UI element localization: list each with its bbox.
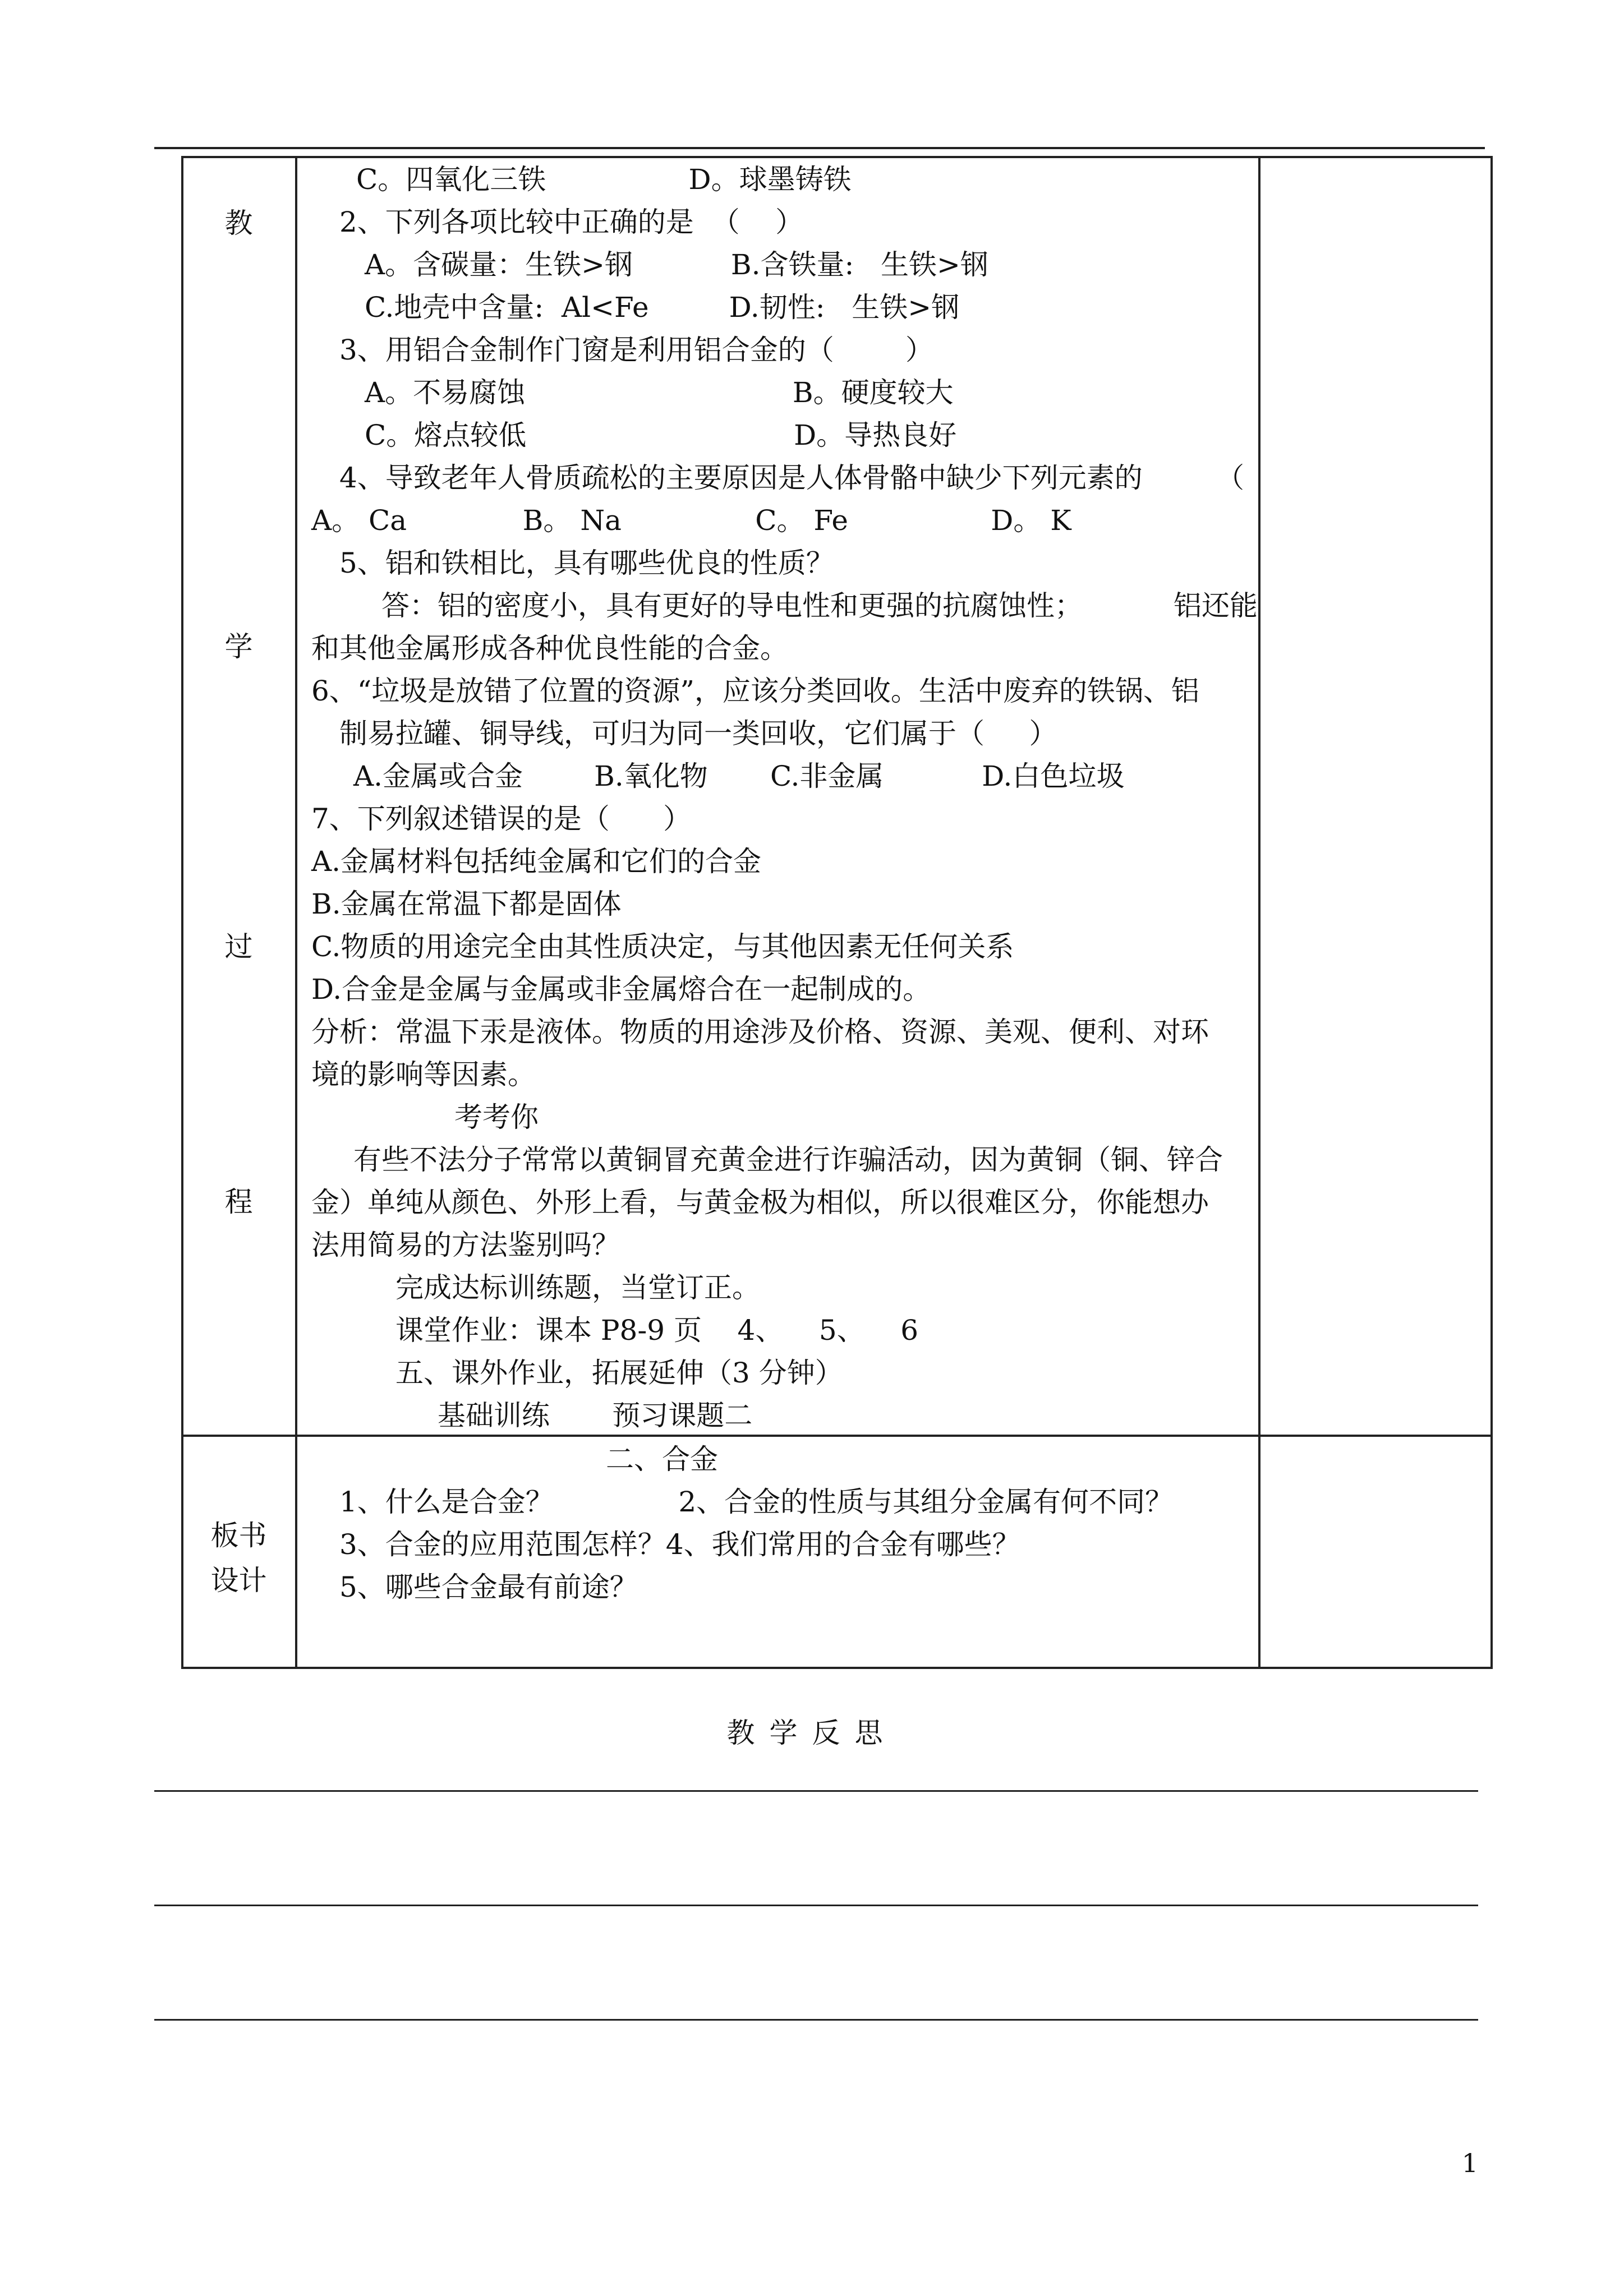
text-line: A。 Ca B。 Na C。 Fe D。 K xyxy=(311,504,1071,537)
text-line: 有些不法分子常常以黄铜冒充黄金进行诈骗活动，因为黄铜（铜、锌合 xyxy=(353,1144,1223,1176)
text-line: 4、导致老年人骨质疏松的主要原因是人体骨骼中缺少下列元素的 xyxy=(339,462,1143,494)
table-border-left xyxy=(181,156,183,1669)
text-line: 和其他金属形成各种优良性能的合金。 xyxy=(311,632,788,665)
text-line: 完成达标训练题，当堂订正。 xyxy=(395,1271,760,1304)
text-line: 6、“垃圾是放错了位置的资源”，应该分类回收。生活中废弃的铁锅、铝 xyxy=(311,675,1199,707)
text-line: 五、课外作业，拓展延伸（3 分钟） xyxy=(395,1357,843,1389)
text-line: 法用简易的方法鉴别吗？ xyxy=(311,1229,620,1261)
sidebar-board-line: 板书 xyxy=(210,1519,267,1552)
table-border-bottom xyxy=(181,1667,1493,1669)
reflection-line xyxy=(154,1790,1478,1792)
sidebar-char: 教 xyxy=(224,207,253,239)
text-line: A.金属或合金 B.氧化物 C.非金属 D.白色垃圾 xyxy=(353,760,1125,792)
text-line: 基础训练 预习课题二 xyxy=(438,1399,753,1432)
table-divider-label xyxy=(295,156,297,1669)
text-line: 5、铝和铁相比，具有哪些优良的性质？ xyxy=(339,547,834,579)
text-line: （ xyxy=(1216,462,1244,494)
text-line: 金）单纯从颜色、外形上看，与黄金极为相似，所以很难区分，你能想办 xyxy=(311,1186,1209,1219)
reflection-title: 教学反思 xyxy=(726,1717,898,1749)
sidebar-char: 学 xyxy=(224,630,253,663)
text-line: 境的影响等因素。 xyxy=(311,1058,536,1091)
text-line: 制易拉罐、铜导线，可归为同一类回收，它们属于（ ） xyxy=(339,717,1057,750)
reflection-line xyxy=(154,2019,1478,2021)
sidebar-char: 过 xyxy=(224,930,253,963)
text-line: 7、下列叙述错误的是（ ） xyxy=(311,803,692,835)
text-line: 铝还能 xyxy=(1174,589,1258,622)
table-divider-right xyxy=(1258,156,1260,1669)
text-line: A。含碳量：生铁>钢 B.含铁量: 生铁>钢 xyxy=(365,248,988,281)
text-line: A.金属材料包括纯金属和它们的合金 xyxy=(311,845,762,878)
text-line: 分析：常温下汞是液体。物质的用途涉及价格、资源、美观、便利、对环 xyxy=(311,1016,1209,1048)
top-rule xyxy=(154,147,1485,149)
text-line: 考考你 xyxy=(454,1101,539,1133)
board-line: 1、什么是合金？ 2、合金的性质与其组分金属有何不同？ xyxy=(339,1486,1174,1518)
text-line: 3、用铝合金制作门窗是利用铝合金的（ ） xyxy=(339,334,933,366)
board-line: 3、合金的应用范围怎样？4、我们常用的合金有哪些？ xyxy=(339,1528,1020,1561)
reflection-line xyxy=(154,1905,1478,1906)
board-line: 5、哪些合金最有前途？ xyxy=(339,1571,638,1603)
page-number: 1 xyxy=(1461,2148,1478,2178)
text-line: D.合金是金属与金属或非金属熔合在一起制成的。 xyxy=(311,973,931,1006)
table-border-top xyxy=(181,156,1493,158)
text-line: 答：铝的密度小，具有更好的导电性和更强的抗腐蚀性； xyxy=(381,589,1083,622)
text-line: C。四氧化三铁 D。球墨铸铁 xyxy=(356,163,852,196)
text-line: 2、下列各项比较中正确的是 （ ） xyxy=(339,206,804,238)
sidebar-board-line: 设计 xyxy=(210,1564,267,1597)
table-border-right xyxy=(1490,156,1493,1669)
text-line: A。不易腐蚀 B。硬度较大 xyxy=(365,376,954,409)
text-line: C。熔点较低 D。导热良好 xyxy=(365,419,957,451)
table-row-divider xyxy=(181,1435,1493,1437)
board-line: 二、合金 xyxy=(606,1443,718,1476)
text-line: B.金属在常温下都是固体 xyxy=(311,888,622,920)
sidebar-char: 程 xyxy=(224,1186,253,1218)
text-line: C.地壳中含量: Al<Fe D.韧性: 生铁>钢 xyxy=(365,291,960,324)
text-line: C.物质的用途完全由其性质决定，与其他因素无任何关系 xyxy=(311,930,1014,963)
text-line: 课堂作业：课本 P8-9 页 4、 5、 6 xyxy=(395,1314,919,1347)
